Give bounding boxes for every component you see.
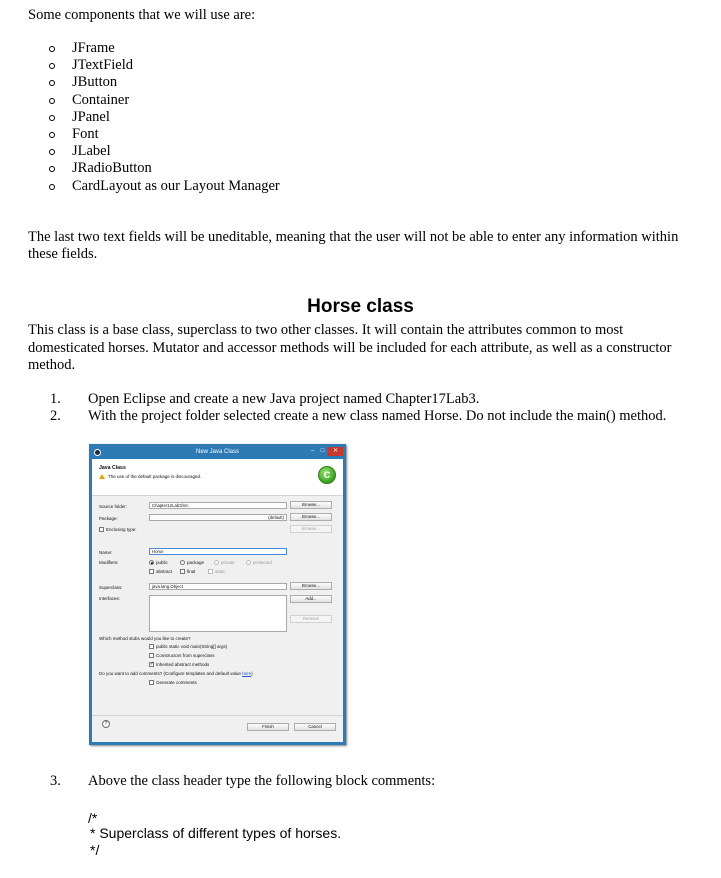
static-checkbox[interactable] — [208, 569, 213, 574]
bullet-icon — [49, 80, 55, 86]
private-radio[interactable] — [214, 560, 219, 565]
list-item: JLabel — [49, 143, 280, 160]
maximize-icon[interactable]: □ — [320, 448, 325, 454]
protected-label: protected — [253, 560, 272, 565]
step-text: With the project folder selected create a new class named Horse. Do not include the main() method. — [88, 408, 667, 424]
main-stub-label: public static void main(String[] args) — [156, 644, 228, 649]
components-list — [49, 40, 280, 195]
section-heading: Horse class — [307, 296, 414, 317]
browse-superclass-button[interactable]: Browse... — [290, 582, 332, 590]
browse-source-button[interactable]: Browse... — [290, 501, 332, 509]
remove-interface-button[interactable]: Remove — [290, 615, 332, 623]
name-label: Name: — [99, 550, 113, 555]
inherited-methods-label: Inherited abstract methods — [156, 662, 210, 667]
list-item: Font — [49, 126, 280, 143]
generate-comments-label: Generate comments — [156, 680, 197, 685]
class-name-input[interactable]: Horse — [149, 548, 287, 555]
list-item: CardLayout as our Layout Manager — [49, 178, 280, 195]
step-text: Above the class header type the following block comments: — [88, 773, 436, 789]
list-item: JRadioButton — [49, 160, 280, 177]
templates-link[interactable]: here — [242, 671, 252, 676]
code-comment-close: */ — [90, 842, 100, 858]
private-label: private — [221, 560, 235, 565]
superclass-label: Superclass: — [99, 585, 123, 590]
footer-divider — [92, 715, 343, 716]
warning-icon — [99, 474, 105, 479]
abstract-label: abstract — [156, 569, 173, 574]
bullet-icon — [49, 166, 55, 172]
list-item: JFrame — [49, 40, 280, 57]
step-text: Open Eclipse and create a new Java project named Chapter17Lab3. — [88, 391, 480, 407]
dialog-header-title: Java Class — [99, 465, 126, 471]
bullet-icon — [49, 98, 55, 104]
constructors-label: Constructors from superclass — [156, 653, 215, 658]
desc-line-1: This class is a base class, superclass to two other classes. It will contain the attributes common to most — [28, 322, 624, 338]
stubs-question: Which method stubs would you like to create? — [99, 636, 191, 641]
step-number: 3. — [50, 773, 61, 789]
code-comment-open: /* — [88, 810, 98, 826]
bullet-icon — [49, 149, 55, 155]
cancel-button[interactable]: Cancel — [294, 723, 336, 731]
add-interface-button[interactable]: Add... — [290, 595, 332, 603]
dialog-body — [92, 459, 343, 742]
new-java-class-dialog — [89, 444, 346, 745]
final-checkbox[interactable] — [180, 569, 185, 574]
final-label: final — [187, 569, 196, 574]
public-radio[interactable] — [149, 560, 154, 565]
help-icon[interactable]: ? — [102, 720, 110, 728]
public-label: public — [156, 560, 168, 565]
package-modifier-label: package — [187, 560, 205, 565]
constructors-checkbox[interactable] — [149, 653, 154, 658]
package-radio[interactable] — [180, 560, 185, 565]
browse-package-button[interactable]: Browse... — [290, 513, 332, 521]
dialog-title: New Java Class — [195, 449, 239, 455]
bullet-icon — [49, 184, 55, 190]
close-icon[interactable]: ✕ — [328, 447, 343, 456]
intro-text: Some components that we will use are: — [28, 7, 256, 23]
list-item: JPanel — [49, 109, 280, 126]
inherited-methods-checkbox[interactable]: ✓ — [150, 661, 155, 667]
bullet-icon — [49, 115, 55, 121]
bullet-icon — [49, 63, 55, 69]
bullet-icon — [49, 132, 55, 138]
desc-line-3: method. — [28, 357, 76, 373]
interfaces-label: Interfaces: — [99, 596, 121, 601]
note-line-1: The last two text fields will be uneditable, meaning that the user will not be able to enter any information within — [28, 229, 679, 245]
list-item: JButton — [49, 74, 280, 91]
source-folder-input[interactable]: Chapter12Lab3/src — [149, 502, 287, 509]
protected-radio[interactable] — [246, 560, 251, 565]
comments-question: Do you want to add comments? (Configure templates and default value here) — [99, 671, 253, 676]
desc-line-2: domesticated horses. Mutator and accessor methods will be included for each attribute, as well as a constructor — [28, 340, 672, 356]
step-number: 2. — [50, 408, 61, 424]
main-stub-checkbox[interactable] — [149, 644, 154, 649]
source-folder-label: Source folder: — [99, 504, 128, 509]
warning-message: The use of the default package is discouraged. — [99, 474, 201, 479]
enclosing-type-checkbox[interactable] — [99, 527, 104, 532]
superclass-input[interactable]: java.lang.Object — [149, 583, 287, 590]
bullet-icon — [49, 46, 55, 52]
generate-comments-checkbox[interactable] — [149, 680, 154, 685]
package-label: Package: — [99, 516, 118, 521]
list-item: Container — [49, 92, 280, 109]
note-line-2: these fields. — [28, 246, 98, 262]
list-item: JTextField — [49, 57, 280, 74]
abstract-checkbox[interactable] — [149, 569, 154, 574]
browse-enclosing-button[interactable]: Browse... — [290, 525, 332, 533]
new-class-wizard-icon: C — [318, 466, 336, 484]
finish-button[interactable]: Finish — [247, 723, 289, 731]
static-label: static — [215, 569, 226, 574]
enclosing-type-label: Enclosing type: — [106, 527, 137, 532]
step-number: 1. — [50, 391, 61, 407]
minimize-icon[interactable]: – — [310, 448, 315, 454]
dialog-titlebar — [92, 447, 343, 459]
code-comment-body: * Superclass of different types of horses. — [90, 825, 342, 841]
interfaces-list[interactable] — [149, 595, 287, 632]
dialog-header — [92, 459, 343, 496]
modifiers-label: Modifiers: — [99, 560, 119, 565]
package-input[interactable]: (default) — [149, 514, 287, 521]
